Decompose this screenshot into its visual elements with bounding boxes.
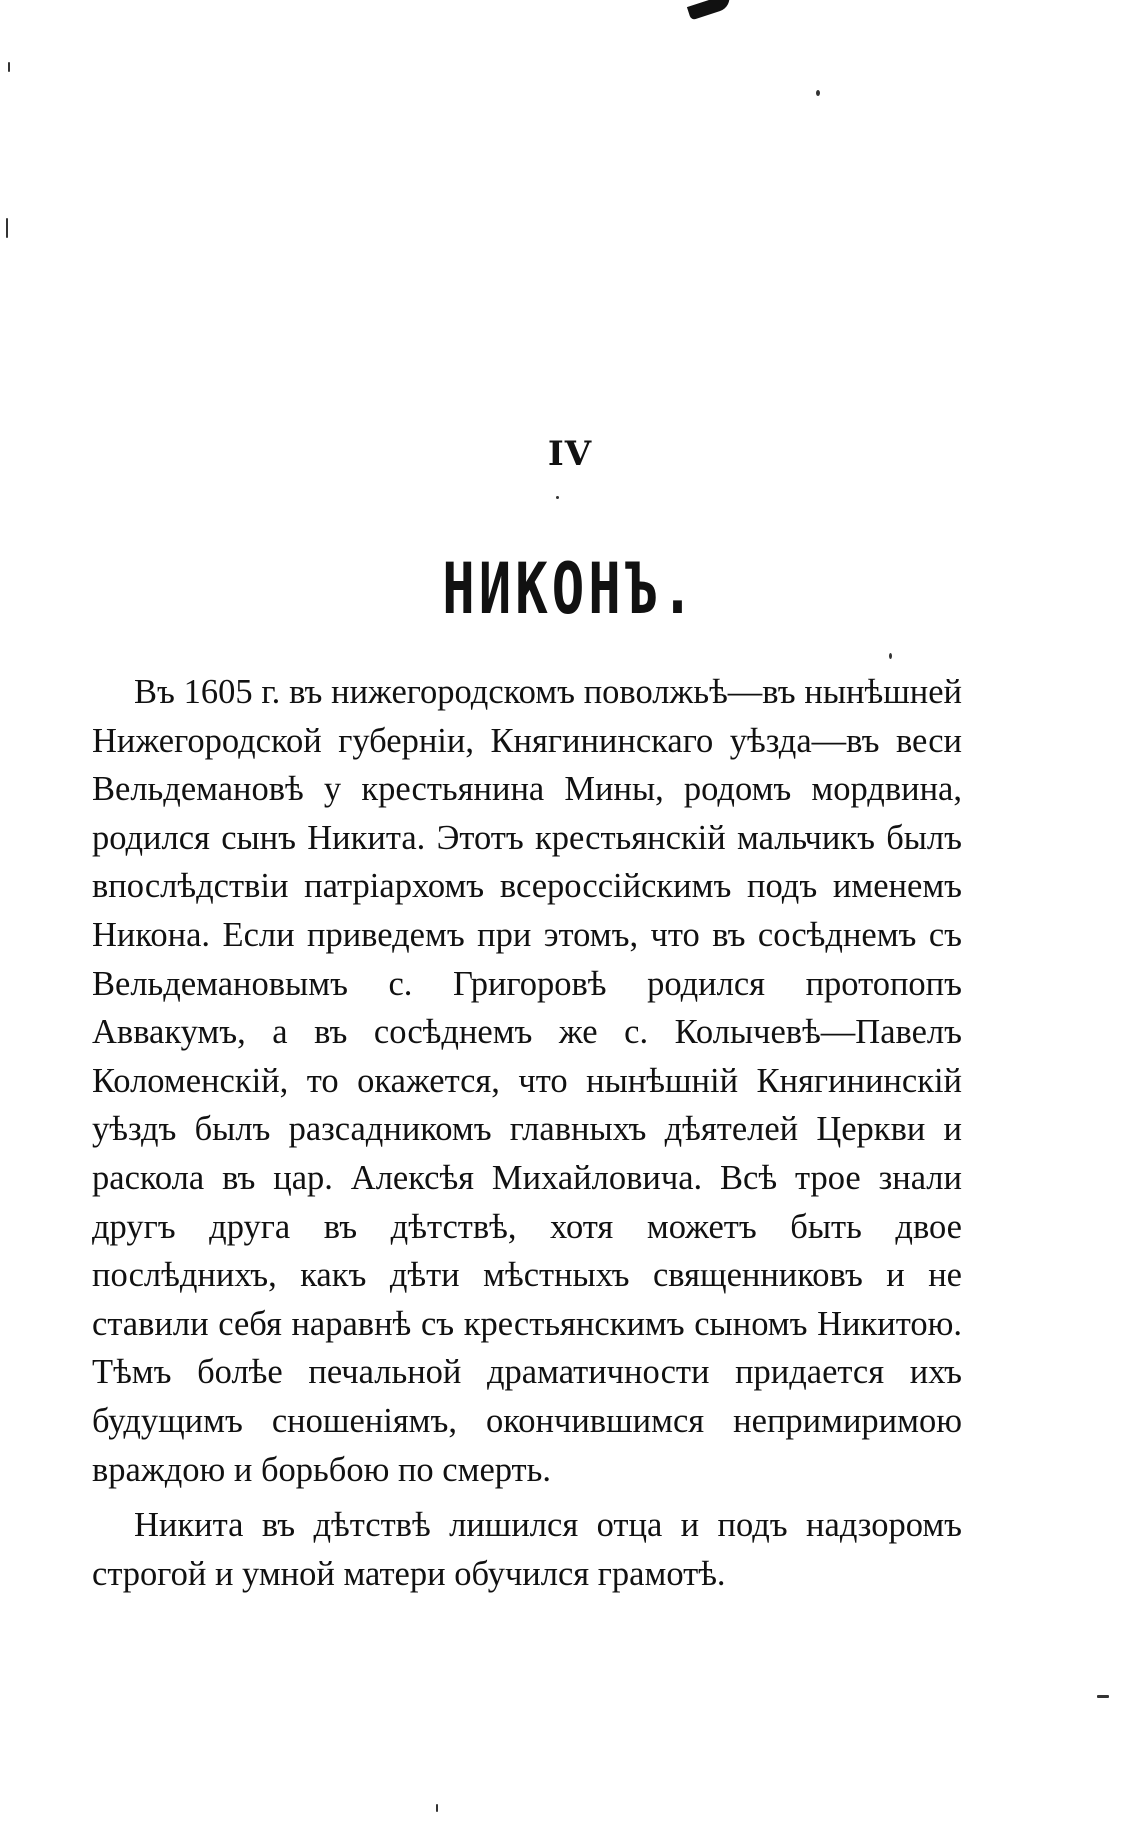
body-text	[92, 668, 962, 1598]
scan-speck	[436, 1804, 438, 1812]
scan-speck	[8, 62, 10, 72]
scan-speck	[6, 218, 8, 238]
scan-speck	[889, 653, 892, 659]
scan-speck	[556, 496, 559, 499]
paragraph: Въ 1605 г. въ нижегородскомъ поволжьѣ—въ нынѣшней Нижегородской губерніи, Княгининскаго уѣзда—въ веси Вельдемановѣ у крестьянина Мины, родомъ мордвина, родился сынъ Никита. Этотъ крестьянскій мальчикъ былъ впослѣдствіи патріархомъ всероссійскимъ подъ именемъ Никона. Если приведемъ при этомъ, что въ сосѣднемъ съ Вельдемановымъ с. Григоровѣ родился протопопъ Аввакумъ, а въ сосѣднемъ же с. Колычевѣ—Павелъ Коломенскій, то окажется, что нынѣшній Княгининскій уѣздъ былъ разсадникомъ главныхъ дѣятелей Церкви и раскола въ цар. Алексѣя Михайловича. Всѣ трое знали другъ друга въ дѣтствѣ, хотя можетъ быть двое послѣднихъ, какъ дѣти мѣстныхъ священниковъ и не ставили себя наравнѣ съ крестьянскимъ сыномъ Никитою. Тѣмъ болѣе печальной драматичности придается ихъ будущимъ сношеніямъ, окончившимся непримиримою враждою и борьбою по смерть.	[92, 673, 962, 1489]
scan-speck	[1097, 1695, 1109, 1698]
scan-speck	[816, 90, 820, 96]
paragraph: Никита въ дѣтствѣ лишился отца и подъ надзоромъ строгой и умной матери обучился грамотѣ.	[92, 1506, 962, 1593]
ink-smudge	[687, 0, 733, 20]
chapter-title: НИКОНЪ.	[442, 548, 698, 630]
chapter-numeral: IV	[547, 434, 593, 474]
